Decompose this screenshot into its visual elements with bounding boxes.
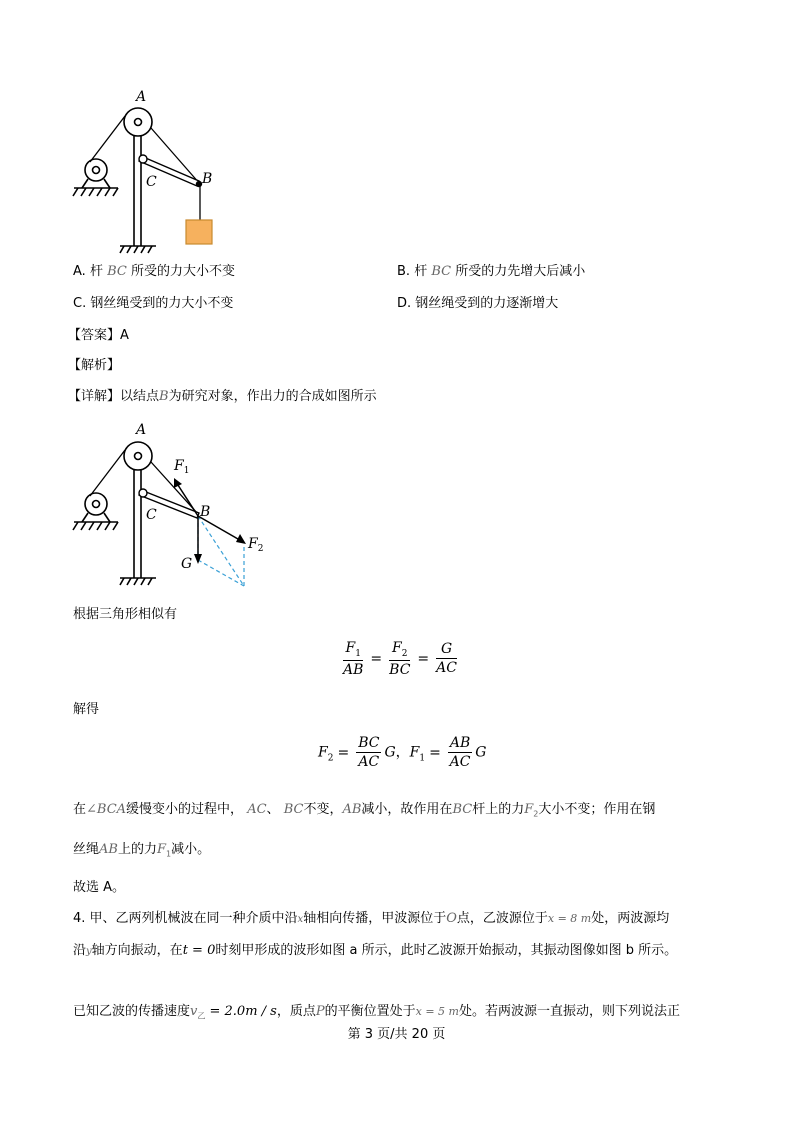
figure-1-crane [70, 86, 220, 256]
explanation-line-2: 丝绳AB上的力$F_1$减小。 [73, 842, 211, 859]
similar-triangles-text: 根据三角形相似有 [73, 607, 178, 622]
question-4-line-3: 已知乙波的传播速度$v_乙 = 2.0m / s$，质点P的平衡位置处于x = 5 m处。若两波源一直振动，则下列说法正 [73, 1004, 680, 1021]
solve-text: 解得 [73, 702, 100, 717]
label-c: C [146, 174, 157, 190]
hanging-weight [186, 220, 212, 244]
equation-similar-ratio: $\frac{F_1}{AB}$ = $\frac{F_2}{BC}$ = $\frac{G}{AC}$ [343, 640, 457, 678]
force-arrows [174, 478, 246, 564]
equation-solution: $F_2$ = $\frac{BC}{AC}$ G，$F_1$ = $\frac{AB}{AC}$ G [318, 735, 487, 770]
choose-line: 故选 A。 [73, 880, 126, 895]
page-footer: 第 3 页/共 20 页 [347, 1027, 446, 1042]
question-4-line-2: 沿y轴方向振动，在t = 0时刻甲形成的波形如图 a 所示，此时乙波源开始振动，其振动图像如图 b 所示。 [73, 943, 678, 958]
label-b: B [200, 504, 211, 520]
label-g: G [181, 556, 193, 572]
option-b: B. 杆 BC 所受的力先增大后减小 [397, 264, 586, 279]
analysis-heading: 【解析】 [68, 358, 121, 373]
label-f1: $F_1$ [174, 458, 190, 476]
option-a: A. 杆 BC 所受的力大小不变 [73, 264, 235, 279]
label-f2: $F_2$ [248, 536, 264, 554]
option-d: D. 钢丝绳受到的力逐渐增大 [397, 296, 559, 311]
question-4-line-1: 4. 甲、乙两列机械波在同一种介质中沿x轴相向传播，甲波源位于O点，乙波源位于x = 8 m处，两波源均 [73, 911, 670, 926]
label-a: A [136, 89, 147, 105]
label-a: A [136, 422, 147, 438]
winch [73, 159, 118, 196]
winch [73, 493, 118, 530]
pulley-a [124, 108, 152, 136]
explanation-line-1: 在∠BCA缓慢变小的过程中， AC、 BC不变，AB减小，故作用在BC杆上的力$F_2$大小不变；作用在钢 [73, 802, 656, 819]
label-c: C [146, 507, 157, 523]
answer-line: 【答案】A [68, 328, 129, 343]
option-c: C. 钢丝绳受到的力大小不变 [73, 296, 234, 311]
detail-line: 【详解】以结点B为研究对象，作出力的合成如图所示 [68, 389, 377, 404]
figure-2-force-diagram [70, 418, 280, 593]
label-b: B [202, 171, 213, 187]
force-triangle-dashed [198, 516, 244, 586]
pulley-a [124, 442, 152, 470]
